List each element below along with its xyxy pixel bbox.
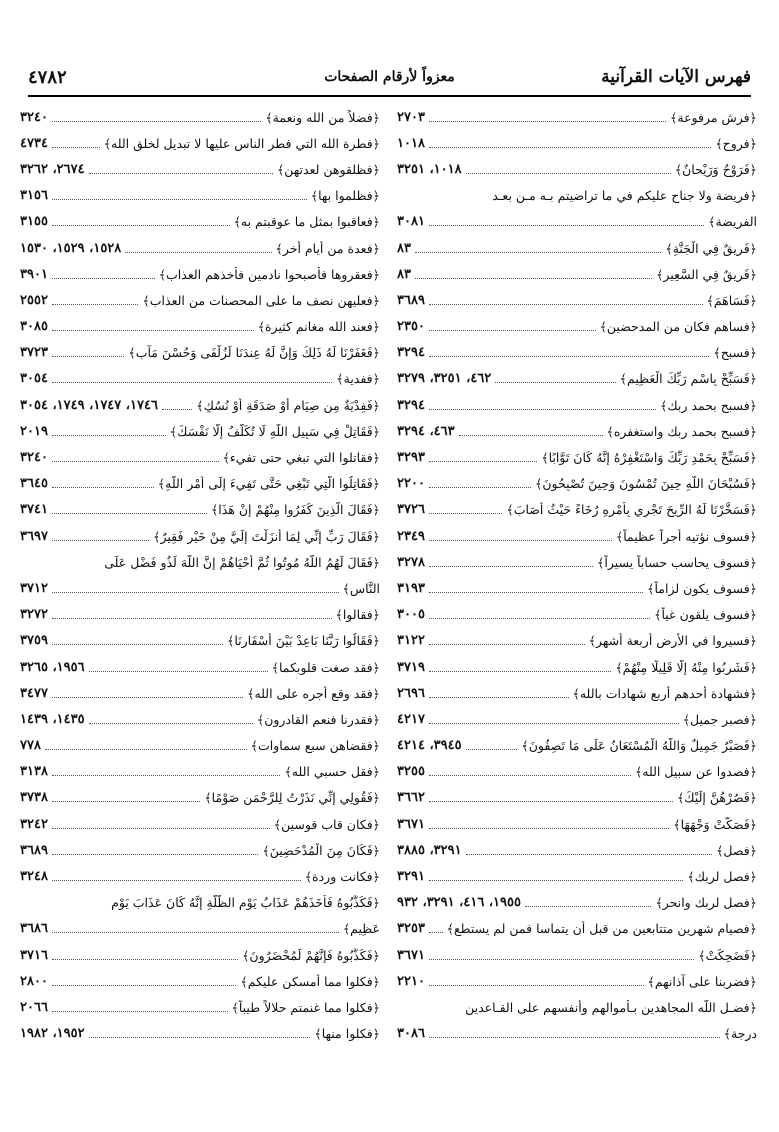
index-entry [397, 366, 757, 392]
dot-leader [52, 846, 258, 855]
page-refs: ٣٠٨٦ [397, 1026, 425, 1042]
verse-text: ﴿فَغَفَرْنَا لَهُ ذَلِكَ وَإِنَّ لَهُ عِندَنَا لَزُلْفَى وَحُسْنَ مَآبٍ﴾ [128, 345, 380, 361]
dot-leader [52, 610, 332, 619]
page-refs: ٣٢٧٨ [397, 554, 425, 570]
verse-text: ﴿فريضة ولا جناح عليكم في ما تراضيتم بـه مـن بعـد [492, 188, 757, 204]
verse-text: ﴿ففدية﴾ [336, 371, 380, 387]
verse-text: ﴿فسبح بحمد ربك﴾ [660, 397, 757, 413]
index-entry [20, 916, 380, 942]
page-refs: ٢٠١٩ [20, 423, 48, 439]
dot-leader [52, 584, 339, 593]
dot-leader [429, 689, 569, 698]
page-refs: ٣٢٩١ [397, 869, 425, 885]
dot-leader [52, 296, 139, 305]
verse-text: ﴿فعقروها فأصبحوا نادمين فأخذهم العذاب﴾ [158, 266, 380, 282]
index-entry [397, 890, 757, 916]
index-entry [20, 497, 380, 523]
page-refs: ٢٢٠٠ [397, 476, 425, 492]
index-entry [397, 706, 757, 732]
header-rule [28, 95, 751, 97]
index-entry [397, 444, 757, 470]
dot-leader [429, 767, 631, 776]
dot-leader [429, 820, 669, 829]
dot-leader [52, 767, 281, 776]
verse-text: ﴿فَصُرْهُنَّ إِلَيْكَ﴾ [676, 790, 757, 806]
dot-leader [52, 924, 339, 933]
index-entry [397, 471, 757, 497]
index-entry [20, 968, 380, 994]
index-entry [397, 628, 757, 654]
dot-leader [429, 296, 703, 305]
page-refs: ٣٧٢٦ [397, 502, 425, 518]
dot-leader [45, 741, 247, 750]
page-refs: ٣٢٩٣ [397, 450, 425, 466]
dot-leader [429, 663, 611, 672]
verse-text: ﴿فعند الله مغانم كثيرة﴾ [257, 319, 380, 335]
dot-leader [52, 505, 207, 514]
index-entry [397, 418, 757, 444]
verse-text: ﴿فقد وقع أجره على الله﴾ [247, 685, 380, 701]
page-refs: ٢٣٤٩ [397, 528, 425, 544]
index-entry [20, 340, 380, 366]
dot-leader [52, 217, 230, 226]
page-refs: ٣٢٥٣ [397, 921, 425, 937]
dot-leader [52, 191, 307, 200]
verse-text: ﴿فَقَالَ لَهُمُ اللَّهُ مُوتُوا ثُمَّ أَحْيَاهُمْ إِنَّ اللَّهَ لَذُو فَضْلٍ عَلَى [104, 554, 380, 570]
index-entry [20, 130, 380, 156]
verse-text: ﴿فَقُولِي إِنِّي نَذَرْتُ لِلرَّحْمَنِ صَوْمًا﴾ [204, 790, 380, 806]
index-entry [397, 523, 757, 549]
index-entry [20, 418, 380, 444]
verse-text: درجة﴾ [723, 1026, 757, 1042]
index-entry [397, 916, 757, 942]
verse-text: ﴿فسبح بحمد ربك واستغفره﴾ [606, 423, 757, 439]
index-entry [397, 759, 757, 785]
verse-text: ﴿فرش مرفوعة﴾ [670, 109, 757, 125]
index-entry [397, 497, 757, 523]
verse-text: ﴿فَرِيقٌ فِي الْجَنَّةِ﴾ [665, 240, 757, 256]
dot-leader [89, 165, 273, 174]
verse-text: ﴿فشهادة أحدهم أربع شهادات بالله﴾ [572, 685, 757, 701]
index-entry [20, 261, 380, 287]
index-entry [397, 392, 757, 418]
dot-leader [52, 113, 261, 122]
page-refs: ٣٧٣٨ [20, 790, 48, 806]
dot-leader [429, 924, 443, 933]
index-entry [397, 680, 757, 706]
dot-leader [89, 715, 253, 724]
dot-leader [429, 610, 650, 619]
index-entry [397, 575, 757, 601]
page-refs: ٣٧٢٣ [20, 345, 48, 361]
verse-text: ﴿فَسَاهَمَ﴾ [706, 292, 757, 308]
page-refs: ١٠١٨، ٣٢٥١ [397, 161, 462, 177]
index-entry [20, 183, 380, 209]
page-refs: ١٩٥٦، ٣٢٦٥ [20, 659, 85, 675]
page-refs: ٨٣ [397, 240, 411, 256]
index-entry [397, 863, 757, 889]
page-refs: ٢٠٦٦ [20, 999, 48, 1015]
index-entry [20, 314, 380, 340]
dot-leader [52, 872, 301, 881]
index-entry [20, 785, 380, 811]
dot-leader [429, 401, 656, 410]
index-entry [20, 235, 380, 261]
index-entry [20, 209, 380, 235]
index-entry [20, 942, 380, 968]
page-refs: ٣٢٩٤ [397, 345, 425, 361]
index-entry [20, 602, 380, 628]
index-column-left [20, 104, 380, 1047]
verse-text: ﴿فكلوا مما أمسكن عليكم﴾ [240, 973, 380, 989]
page-refs: ٤٦٣، ٣٢٩٤ [397, 423, 455, 439]
page-refs: ٣٧٥٩ [20, 633, 48, 649]
index-entry [20, 680, 380, 706]
dot-leader [429, 793, 673, 802]
dot-leader [429, 558, 593, 567]
dot-leader [162, 401, 192, 410]
page-refs: ٣٦٨٩ [20, 842, 48, 858]
page-refs: ٣٧١٢ [20, 580, 48, 596]
index-entry [20, 392, 380, 418]
verse-text: ﴿فصل لربك﴾ [687, 869, 757, 885]
page-refs: ٣١٥٥ [20, 214, 48, 230]
page-refs: ٢٦٧٤، ٣٢٦٢ [20, 161, 85, 177]
verse-text: ﴿فَضَحِكَتْ﴾ [698, 947, 757, 963]
dot-leader [52, 139, 100, 148]
dot-leader [89, 1029, 311, 1038]
page-refs: ١٩٥٥، ٤١٦، ٣٢٩١، ٩٣٢ [397, 895, 521, 911]
page-refs: ٣٦٧١ [397, 816, 425, 832]
verse-text: ﴿فظلموا بها﴾ [310, 188, 380, 204]
index-entry [20, 654, 380, 680]
page-refs: ٣١٥٦ [20, 188, 48, 204]
dot-leader [52, 977, 236, 986]
index-entry [397, 785, 757, 811]
verse-text: النَّاسِ﴾ [342, 580, 380, 596]
dot-leader [459, 427, 603, 436]
verse-text: ﴿فصل لربك وانحر﴾ [655, 895, 757, 911]
page-refs: ٣٩٠١ [20, 266, 48, 282]
page-refs: ١٩٥٢، ١٩٨٢ [20, 1026, 85, 1042]
page-refs: ١٠١٨ [397, 135, 425, 151]
dot-leader [429, 872, 683, 881]
verse-text: ﴿فروح﴾ [715, 135, 757, 151]
page-refs: ٨٣ [397, 266, 411, 282]
verse-text: ﴿فَصَكَّتْ وَجْهَهَا﴾ [673, 816, 757, 832]
verse-text: ﴿فَسَبِّحْ بِاسْمِ رَبِّكَ الْعَظِيمِ﴾ [619, 371, 757, 387]
dot-leader [52, 374, 332, 383]
index-entry [20, 156, 380, 182]
page-refs: ٣٧١٩ [397, 659, 425, 675]
index-entry [397, 942, 757, 968]
verse-text: ﴿فسوف يحاسب حساباً يسيراً﴾ [597, 554, 757, 570]
dot-leader [52, 322, 254, 331]
dot-leader [52, 951, 238, 960]
page-refs: ٢٧٠٣ [397, 109, 425, 125]
dot-leader [52, 532, 149, 541]
page-refs: ٣٦٧١ [397, 947, 425, 963]
index-entry [397, 549, 757, 575]
page-refs: ٣٦٨٦ [20, 921, 48, 937]
dot-leader [52, 479, 154, 488]
verse-text: ﴿فَكَذَّبُوهُ فَأَخَذَهُمْ عَذَابُ يَوْمِ الظُّلَّةِ إِنَّهُ كَانَ عَذَابَ يَوْمٍ [111, 895, 380, 911]
verse-text: ﴿فضـل اللّه المجاهدين بـأموالهم وأنفسهم على القـاعدين [465, 999, 757, 1015]
verse-text: ﴿فكلوا منها﴾ [314, 1026, 380, 1042]
verse-text: ﴿فسوف نؤتيه أجراً عظيماً﴾ [615, 528, 757, 544]
index-entry [397, 235, 757, 261]
verse-text: ﴿فَسَبِّحْ بِحَمْدِ رَبِّكَ وَاسْتَغْفِرْهُ إِنَّهُ كَانَ تَوَّابًا﴾ [541, 450, 757, 466]
index-entry [397, 837, 757, 863]
verse-text: ﴿فقل حسبي الله﴾ [284, 764, 380, 780]
verse-text: ﴿فَرَوْحٌ وَرَيْحانٌ﴾ [674, 161, 757, 177]
page-refs: ٣٢٤٢ [20, 816, 48, 832]
dot-leader [52, 1003, 228, 1012]
index-entry [397, 104, 757, 130]
dot-leader [52, 453, 219, 462]
verse-text: ﴿فَشَرِبُوا مِنْهُ إِلَّا قَلِيلًا مِنْهُمْ﴾ [615, 659, 757, 675]
index-entry [20, 733, 380, 759]
page-refs: ٣٧٤١ [20, 502, 48, 518]
index-entry [20, 287, 380, 313]
dot-leader [415, 270, 652, 279]
dot-leader [125, 244, 271, 253]
index-entry [397, 733, 757, 759]
index-entry [397, 156, 757, 182]
verse-text: ﴿فَرِيقٌ فِي السَّعِيرِ﴾ [656, 266, 757, 282]
dot-leader [429, 1029, 720, 1038]
verse-text: ﴿فصبر جميل﴾ [682, 711, 757, 727]
page-refs: ٣٦٤٥ [20, 476, 48, 492]
verse-text: ﴿فعليهن نصف ما على المحصنات من العذاب﴾ [142, 292, 380, 308]
dot-leader [466, 846, 712, 855]
verse-text: ﴿فقالوا﴾ [335, 607, 380, 623]
index-entry [397, 968, 757, 994]
page-refs: ٣٠٥٤ [20, 371, 48, 387]
page-refs: ٣١٢٢ [397, 633, 425, 649]
dot-leader [52, 636, 223, 645]
verse-text: ﴿فَسُبْحَانَ اللَّهِ حِينَ تُمْسُونَ وَحِينَ تُصْبِحُونَ﴾ [535, 476, 757, 492]
index-entry [20, 444, 380, 470]
dot-leader [466, 741, 518, 750]
dot-leader [429, 584, 643, 593]
verse-text: ﴿فساهم فكان من المدحضين﴾ [599, 319, 757, 335]
page-refs: ٣٩٤٥، ٤٢١٤ [397, 738, 462, 754]
index-entry [397, 340, 757, 366]
verse-text: ﴿فصيام شهرين متتابعين من قبل أن يتماسا فمن لم يستطع﴾ [446, 921, 757, 937]
page-refs: ١٧٤٦، ١٧٤٧، ١٧٤٩، ٣٠٥٤ [20, 397, 158, 413]
verse-text: ﴿فَقَاتِلْ فِي سَبِيلِ اللَّهِ لَا تُكَلَّفُ إِلَّا نَفْسَكَ﴾ [169, 423, 380, 439]
dot-leader [429, 715, 679, 724]
dot-leader [466, 165, 671, 174]
verse-text: ﴿فقضاهن سبع سماوات﴾ [250, 738, 380, 754]
page-refs: ٣٦٦٢ [397, 790, 425, 806]
dot-leader [429, 977, 644, 986]
page-refs: ٢٦٩٦ [397, 685, 425, 701]
dot-leader [429, 453, 537, 462]
index-entry [20, 706, 380, 732]
page-number: ٤٧٨٢ [28, 66, 67, 88]
index-entry [397, 602, 757, 628]
page-title: فهرس الآيات القرآنية [601, 67, 751, 87]
verse-text: ﴿فصدوا عن سبيل الله﴾ [634, 764, 757, 780]
verse-text: ﴿فسبح﴾ [713, 345, 757, 361]
index-entry [397, 994, 757, 1020]
index-entry [20, 759, 380, 785]
dot-leader [429, 479, 531, 488]
index-entry [20, 811, 380, 837]
dot-leader [429, 951, 694, 960]
verse-text: ﴿فضربنا على آذانهم﴾ [647, 973, 757, 989]
verse-text: ﴿فظلقوهن لعدتهن﴾ [276, 161, 380, 177]
page-refs: ٣٢٩١، ٣٨٨٥ [397, 842, 462, 858]
page-refs: ٣٠٨٥ [20, 319, 48, 335]
dot-leader [52, 689, 243, 698]
page-refs: ٢٣٥٠ [397, 319, 425, 335]
dot-leader [429, 532, 612, 541]
dot-leader [429, 505, 502, 514]
verse-text: ﴿فَقَالَ الَّذِينَ كَفَرُوا مِنْهُمْ إِنْ هَذَا﴾ [210, 502, 380, 518]
verse-text: ﴿فصل﴾ [716, 842, 757, 858]
page-refs: ٤٢١٧ [397, 711, 425, 727]
verse-text: ﴿فَصَبْرٌ جَمِيلٌ وَاللَّهُ الْمُسْتَعَانُ عَلَى مَا تَصِفُونَ﴾ [521, 738, 757, 754]
dot-leader [52, 820, 270, 829]
page-refs: ٣٠٨١ [397, 214, 425, 230]
verse-text: ﴿فقدرنا فنعم القادرون﴾ [256, 711, 380, 727]
page-refs: ٣٦٩٧ [20, 528, 48, 544]
index-entry [20, 471, 380, 497]
index-entry [20, 890, 380, 916]
dot-leader [429, 636, 585, 645]
index-entry [20, 549, 380, 575]
dot-leader [429, 139, 711, 148]
index-entry [20, 837, 380, 863]
index-entry [20, 994, 380, 1020]
page-refs: ٣٢٧٢ [20, 607, 48, 623]
index-entry [20, 863, 380, 889]
dot-leader [525, 898, 651, 907]
index-entry [397, 209, 757, 235]
verse-text: ﴿فَفِدْيَةٌ مِن صِيَامٍ أَوْ صَدَقَةٍ أَوْ نُسُكٍ﴾ [196, 397, 380, 413]
page-refs: ٧٧٨ [20, 738, 41, 754]
page-subtitle: معزواً لأرقام الصفحات [324, 69, 455, 85]
index-entry [20, 523, 380, 549]
page-refs: ٣٢٤٨ [20, 869, 48, 885]
verse-text: ﴿فكان قاب قوسين﴾ [273, 816, 380, 832]
dot-leader [429, 322, 596, 331]
verse-text: ﴿فسوف يكون لزاماً﴾ [647, 580, 757, 596]
dot-leader [429, 113, 666, 122]
index-entry [397, 130, 757, 156]
page-refs: ٢٥٥٢ [20, 292, 48, 308]
dot-leader [52, 270, 155, 279]
index-entry [20, 628, 380, 654]
page-refs: ٣٢٥٥ [397, 764, 425, 780]
index-entry [397, 654, 757, 680]
index-entry [20, 1021, 380, 1047]
index-entry [397, 314, 757, 340]
dot-leader [52, 348, 124, 357]
page-refs: ٣٧١٦ [20, 947, 48, 963]
page-refs: ٣٢٩٤ [397, 397, 425, 413]
dot-leader [415, 244, 661, 253]
dot-leader [429, 217, 704, 226]
index-entry [20, 104, 380, 130]
verse-text: ﴿فضلاً من الله ونعمة﴾ [265, 109, 380, 125]
verse-text: ﴿فكانت وردة﴾ [304, 869, 380, 885]
index-entry [397, 287, 757, 313]
index-entry [397, 261, 757, 287]
dot-leader [495, 374, 615, 383]
page-refs: ٣٤٧٧ [20, 685, 48, 701]
verse-text: ﴿فقاتلوا التي تبغي حتى تفيء﴾ [222, 450, 380, 466]
page-refs: ١٥٢٨، ١٥٢٩، ١٥٣٠ [20, 240, 122, 256]
verse-text: ﴿فطرة الله التي فطر الناس عليها لا تبديل لخلق الله﴾ [103, 135, 380, 151]
page-refs: ١٤٣٥، ١٤٣٩ [20, 711, 85, 727]
page-refs: ٢٢١٠ [397, 973, 425, 989]
page-refs: ٤٦٢، ٣٢٥١، ٣٢٧٩ [397, 371, 492, 387]
dot-leader [52, 427, 166, 436]
verse-text: ﴿فَقَالُوا رَبَّنَا بَاعِدْ بَيْنَ أَسْفَارِنَا﴾ [227, 633, 380, 649]
page-header [28, 62, 751, 92]
page-refs: ٣٠٠٥ [397, 607, 425, 623]
index-entry [20, 575, 380, 601]
verse-text: ﴿فَكَذَّبُوهُ فَإِنَّهُمْ لَمُحْضَرُونَ﴾ [242, 947, 380, 963]
dot-leader [89, 663, 268, 672]
dot-leader [52, 793, 200, 802]
verse-text: ﴿فَكَانَ مِنَ الْمُدْحَضِينَ﴾ [262, 842, 380, 858]
verse-text: عَظِيمٍ﴾ [342, 921, 380, 937]
verse-text: الفريضة﴾ [708, 214, 757, 230]
verse-text: ﴿فقد صغت قلوبكما﴾ [271, 659, 380, 675]
verse-text: ﴿فَقَالَ رَبِّ إِنِّي لِمَا أَنزَلْتَ إِلَيَّ مِنْ خَيْرٍ فَقِيرٌ﴾ [153, 528, 380, 544]
verse-text: ﴿فَقَاتِلُوا الَّتِي تَبْغِي حَتَّى تَفِيءَ إِلَى أَمْرِ اللَّهِ﴾ [157, 476, 380, 492]
page-refs: ٣١٩٣ [397, 580, 425, 596]
verse-text: ﴿فسوف يلقون غياً﴾ [654, 607, 757, 623]
verse-text: ﴿فسيروا في الأرض أربعة أشهر﴾ [588, 633, 757, 649]
index-entry [397, 183, 757, 209]
index-entry [397, 1021, 757, 1047]
page-refs: ٣٢٤٠ [20, 450, 48, 466]
page-refs: ٢٨٠٠ [20, 973, 48, 989]
verse-text: ﴿فَسَخَّرْنَا لَهُ الرِّيحَ تَجْرِي بِأَمْرِهِ رُخَاءً حَيْثُ أَصَابَ﴾ [506, 502, 757, 518]
page-refs: ٤٧٣٤ [20, 135, 48, 151]
page-refs: ٣٢٤٠ [20, 109, 48, 125]
index-column-right [397, 104, 757, 1047]
page-refs: ٣١٣٨ [20, 764, 48, 780]
index-entry [20, 366, 380, 392]
page-refs: ٣٦٨٩ [397, 292, 425, 308]
dot-leader [429, 348, 709, 357]
verse-text: ﴿فعدة من أيام أخر﴾ [275, 240, 380, 256]
verse-text: ﴿فعاقبوا بمثل ما عوقبتم به﴾ [233, 214, 380, 230]
index-entry [397, 811, 757, 837]
verse-text: ﴿فكلوا مما غنمتم حلالاً طيباً﴾ [231, 999, 380, 1015]
